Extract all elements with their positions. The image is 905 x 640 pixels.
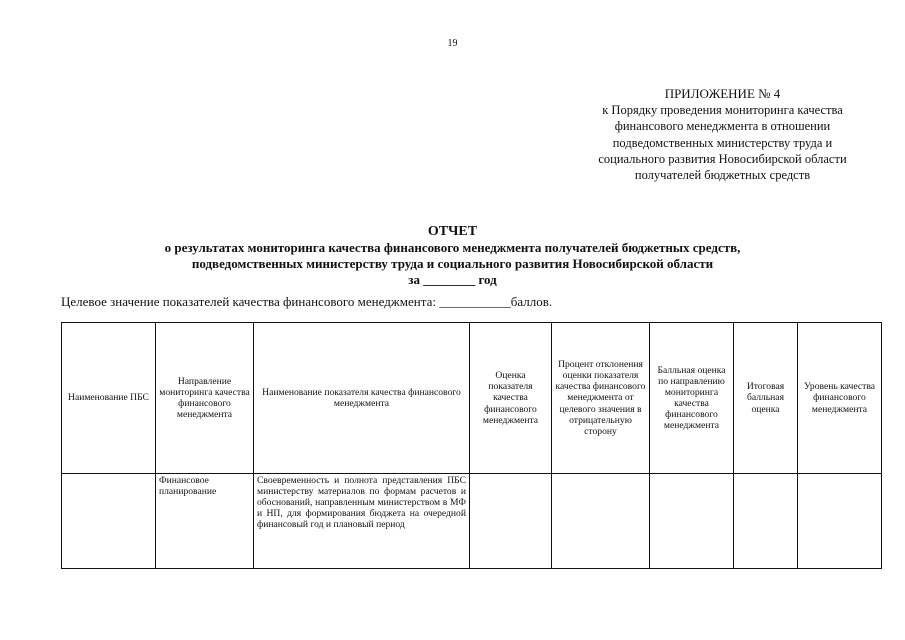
cell-indicator-name: Своевременность и полнота представления ПБС министерству материалов по формам расчетов и обоснований, направленным министерством в МФ и НП, для формирования бюджета на очередной финансовый год и плановый период <box>254 474 470 569</box>
report-title: ОТЧЕТ <box>427 224 478 239</box>
cell-indicator-score <box>470 474 552 569</box>
report-title-block <box>0 224 905 288</box>
cell-total-score <box>734 474 798 569</box>
table-row <box>62 474 882 569</box>
target-value-label: Целевое значение показателей качества финансового менеджмента: <box>61 294 436 309</box>
header-indicator-score: Оценка показателя качества финансового менеджмента <box>470 323 552 474</box>
table-header-row <box>62 323 882 474</box>
page-number: 19 <box>447 38 458 49</box>
report-subtitle-line: о результатах мониторинга качества финансового менеджмента получателей бюджетных средств, <box>164 240 741 255</box>
cell-pbs-name <box>62 474 156 569</box>
appendix-line: к Порядку проведения мониторинга качества <box>602 103 843 118</box>
appendix-line: подведомственных министерству труда и <box>612 135 833 150</box>
year-blank: ________ <box>423 272 476 287</box>
appendix-block <box>560 86 885 183</box>
target-value-line <box>61 294 552 310</box>
cell-direction-score <box>650 474 734 569</box>
header-deviation-percent: Процент отклонения оценки показателя качества финансового менеджмента от целевого значения в отрицательную сторону <box>552 323 650 474</box>
cell-monitoring-direction: Финансовое планирование <box>156 474 254 569</box>
target-value-suffix: баллов. <box>510 294 553 309</box>
year-suffix: год <box>478 272 497 287</box>
header-monitoring-direction: Направление мониторинга качества финансового менеджмента <box>156 323 254 474</box>
header-pbs-name: Наименование ПБС <box>62 323 156 474</box>
report-year-line <box>0 272 905 288</box>
cell-quality-level <box>798 474 882 569</box>
report-table <box>61 322 882 569</box>
report-subtitle-line: подведомственных министерству труда и социального развития Новосибирской области <box>191 256 714 271</box>
appendix-line: социального развития Новосибирской области <box>598 151 847 166</box>
header-total-score: Итоговая балльная оценка <box>734 323 798 474</box>
header-indicator-name: Наименование показателя качества финансового менеджмента <box>254 323 470 474</box>
year-prefix: за <box>408 272 420 287</box>
target-value-blank: ___________ <box>439 294 511 309</box>
header-quality-level: Уровень качества финансового менеджмента <box>798 323 882 474</box>
appendix-line: финансового менеджмента в отношении <box>614 119 831 134</box>
appendix-heading: ПРИЛОЖЕНИЕ № 4 <box>664 86 781 101</box>
cell-deviation-percent <box>552 474 650 569</box>
appendix-line: получателей бюджетных средств <box>634 168 811 183</box>
header-direction-score: Балльная оценка по направлению мониторинга качества финансового менеджмента <box>650 323 734 474</box>
